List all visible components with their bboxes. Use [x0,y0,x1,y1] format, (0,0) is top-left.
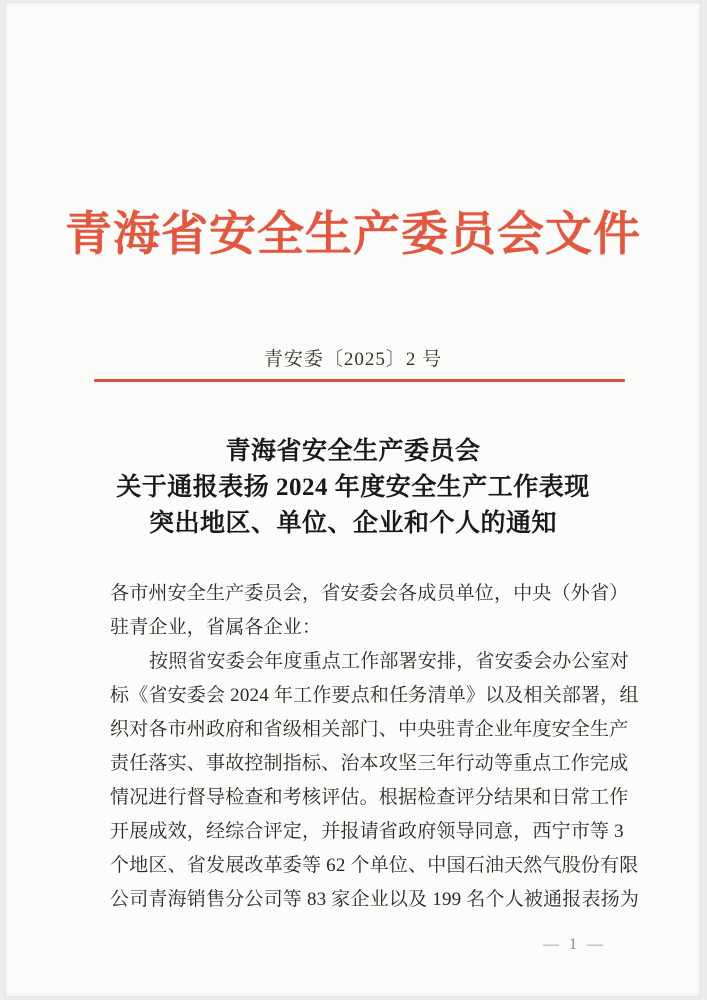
document-title-line-1: 青海省安全生产委员会 [225,438,481,465]
body-line: 责任落实、事故控制指标、治本攻坚三年行动等重点工作完成 [110,753,629,774]
body-line: 标《省安委会 2024 年工作要点和任务清单》以及相关部署，组 [110,685,639,706]
document-title [6,434,700,542]
red-divider-line [94,379,625,382]
body-line: 情况进行督导检查和考核评估。根据检查评分结果和日常工作 [110,787,629,808]
document-title-line-2: 关于通报表扬 2024 年度安全生产工作表现 [116,474,590,501]
page-number: — 1 — [543,936,606,953]
body-line: 各市州安全生产委员会，省安委会各成员单位，中央（外省） [110,583,629,604]
body-line: 按照省安委会年度重点工作部署安排，省安委会办公室对 [149,651,630,672]
document-title-line-3: 突出地区、单位、企业和个人的通知 [148,510,557,537]
document-page [5,2,701,997]
document-body [110,577,640,917]
body-line: 个地区、省发展改革委等 62 个单位、中国石油天然气股份有限 [110,855,639,876]
body-line: 开展成效，经综合评定，并报请省政府领导同意，西宁市等 3 [110,821,624,842]
document-number: 青安委〔2025〕2 号 [263,349,443,370]
body-line: 公司青海销售分公司等 83 家企业以及 199 名个人被通报表扬为 [110,889,640,910]
masthead-title: 青海省安全生产委员会文件 [65,209,641,261]
body-line: 驻青企业，省属各企业： [110,617,322,638]
body-line: 织对各市州政府和省级相关部门、中央驻青企业年度安全生产 [110,719,629,740]
